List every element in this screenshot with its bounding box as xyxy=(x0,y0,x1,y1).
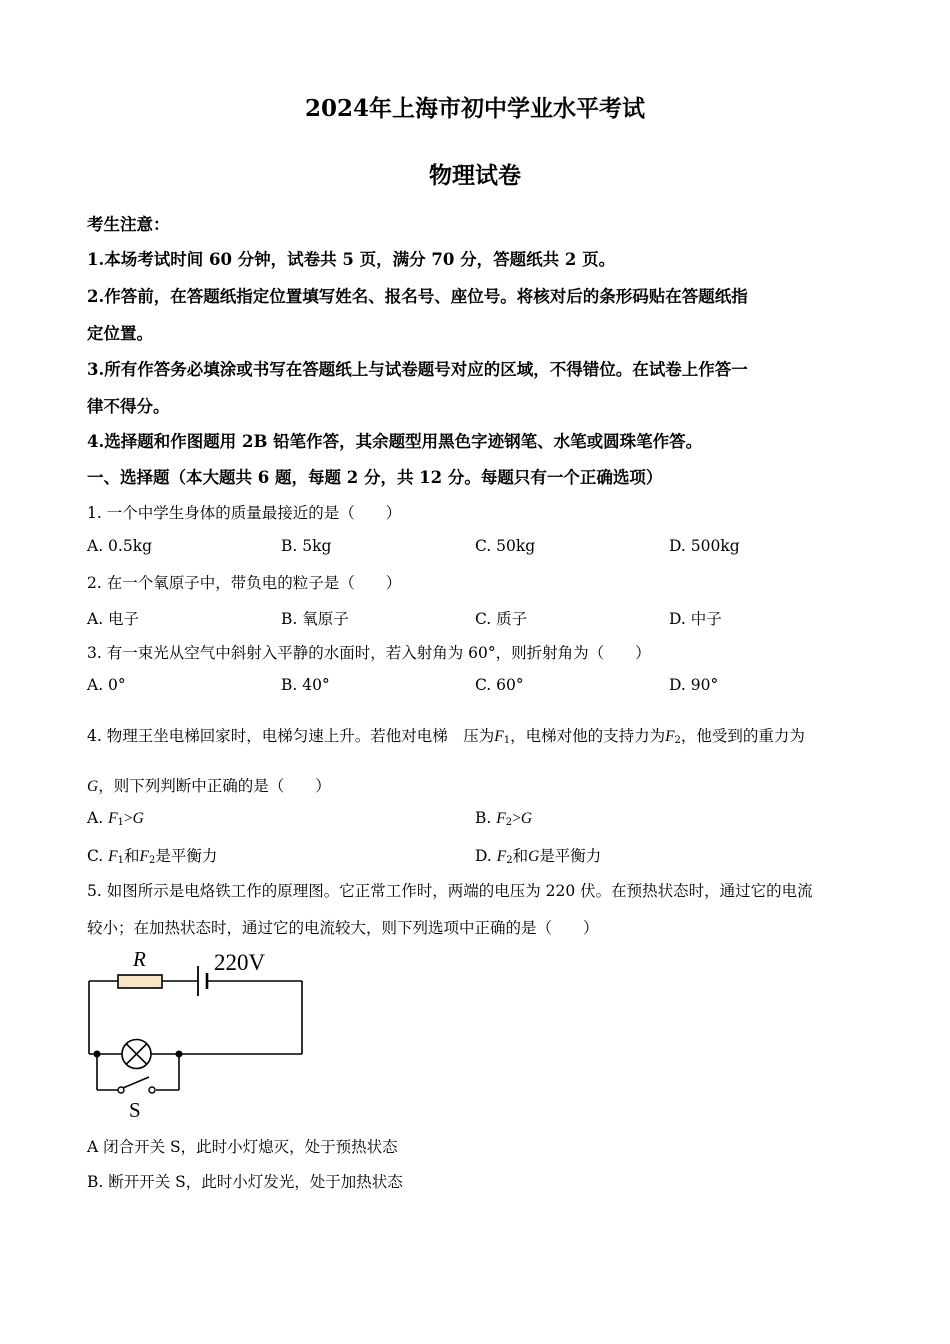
q5-option-a: A 闭合开关 S，此时小灯熄灭，处于预热状态 xyxy=(87,1138,398,1156)
notice-item-4: 4.选择题和作图题用 2B 铅笔作答，其余题型用黑色字迹钢笔、水笔或圆珠笔作答。 xyxy=(87,432,703,451)
q4-option-d: D. $F_2$和G是平衡力 xyxy=(475,847,602,866)
notice-item-3-line-1: 3.所有作答务必填涂或书写在答题纸上与试卷题号对应的区域，不得错位。在试卷上作答一 xyxy=(87,360,748,379)
q2-option-b: B. 氧原子 xyxy=(281,610,349,628)
q2-option-c: C. 质子 xyxy=(475,610,528,628)
junction-dot xyxy=(176,1051,183,1058)
exam-title: 2024年上海市初中学业水平考试 xyxy=(304,95,645,122)
notice-item-2-line-2: 定位置。 xyxy=(87,324,153,343)
resistor xyxy=(118,975,162,988)
circuit-diagram xyxy=(80,944,320,1124)
battery xyxy=(198,966,207,996)
q2-option-a: A. 电子 xyxy=(87,610,140,628)
q2-stem: 2. 在一个氧原子中，带负电的粒子是（ ） xyxy=(87,574,402,592)
q4-stem-line-1: 4. 物理王坐电梯回家时，电梯匀速上升。若他对电梯 压为$F_1$，电梯对他的支持力为$F_2$，他受到的重力为 xyxy=(87,727,805,746)
notice-item-3-line-2: 律不得分。 xyxy=(87,397,170,416)
q1-option-a: A. 0.5kg xyxy=(87,537,153,555)
notice-item-2-line-1: 2.作答前，在答题纸指定位置填写姓名、报名号、座位号。将核对后的条形码贴在答题纸指 xyxy=(87,287,748,306)
q4-stem-line-2: G，则下列判断中正确的是（ ） xyxy=(87,777,331,795)
q5-stem-line-1: 5. 如图所示是电烙铁工作的原理图。它正常工作时，两端的电压为 220 伏。在预热状态时，通过它的电流 xyxy=(87,882,813,900)
q4-option-a: A. $F_1>G$ xyxy=(87,809,144,828)
q3-stem: 3. 有一束光从空气中斜射入平静的水面时，若入射角为 60°，则折射角为（ ） xyxy=(87,644,651,662)
q3-option-d: D. 90° xyxy=(669,676,719,694)
q5-stem-line-2: 较小；在加热状态时，通过它的电流较大，则下列选项中正确的是（ ） xyxy=(87,919,599,937)
lamp xyxy=(122,1040,151,1069)
q3-option-a: A. 0° xyxy=(87,676,126,694)
notice-item-1: 1.本场考试时间 60 分钟，试卷共 5 页，满分 70 分，答题纸共 2 页。 xyxy=(87,250,616,269)
voltage-label: 220V xyxy=(214,950,266,975)
q5-option-b: B. 断开开关 S，此时小灯发光，处于加热状态 xyxy=(87,1173,403,1191)
q3-option-c: C. 60° xyxy=(475,676,524,694)
q3-option-b: B. 40° xyxy=(281,676,330,694)
paper-subtitle: 物理试卷 xyxy=(429,162,521,189)
resistor-label: R xyxy=(133,947,146,971)
q1-option-d: D. 500kg xyxy=(669,537,740,555)
section-1-heading: 一、选择题（本大题共 6 题，每题 2 分，共 12 分。每题只有一个正确选项） xyxy=(87,468,663,487)
q4-option-b: B. $F_2>G$ xyxy=(475,809,533,828)
notice-heading: 考生注意： xyxy=(87,215,170,234)
q2-option-d: D. 中子 xyxy=(669,610,722,628)
q1-option-b: B. 5kg xyxy=(281,537,332,555)
q1-option-c: C. 50kg xyxy=(475,537,536,555)
junction-dot xyxy=(94,1051,101,1058)
switch-label: S xyxy=(129,1098,141,1122)
switch xyxy=(118,1077,155,1093)
q4-option-c: C. $F_1$和$F_2$是平衡力 xyxy=(87,847,218,866)
q1-stem: 1. 一个中学生身体的质量最接近的是（ ） xyxy=(87,504,402,522)
